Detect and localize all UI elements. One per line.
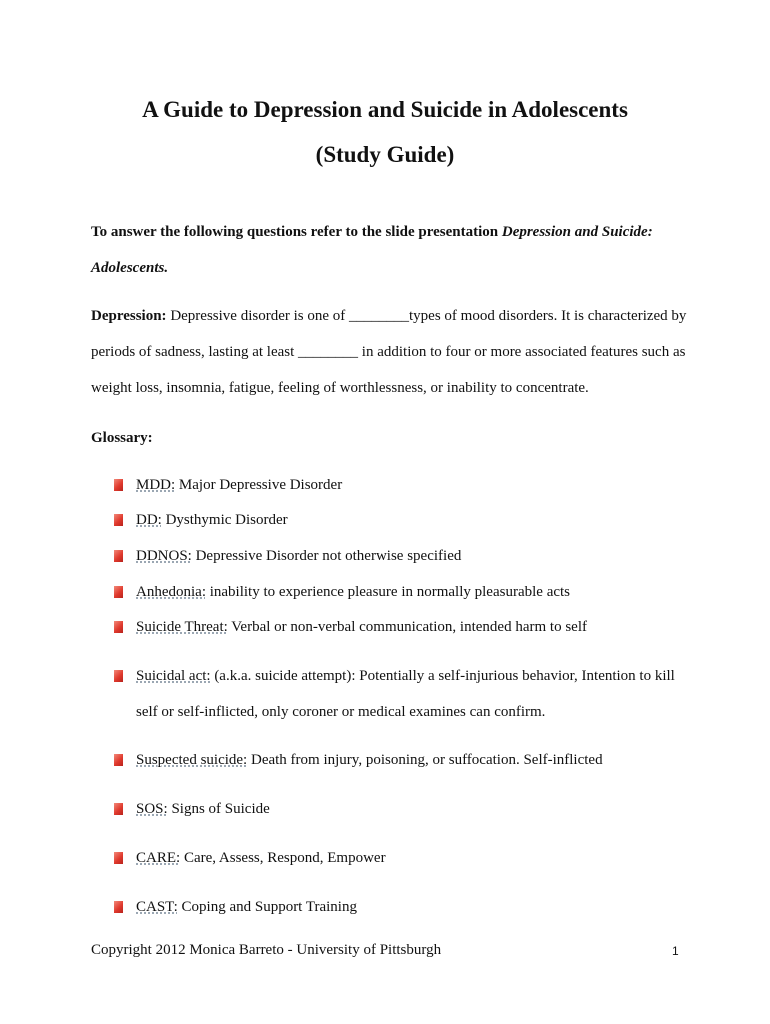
glossary-definition: Coping and Support Training	[177, 899, 357, 915]
glossary-term: Anhedonia:	[136, 584, 206, 600]
glossary-item-suicidal-act	[136, 658, 696, 730]
document-title: A Guide to Depression and Suicide in Adolescents	[142, 97, 628, 122]
page-number: 1	[672, 944, 679, 958]
glossary-item-dd	[136, 502, 696, 538]
glossary-term: Suspected suicide:	[136, 752, 248, 768]
depression-text: Depressive disorder is one of ________types of mood disorders. It is characterized by periods of sadness, lasting at least ________ in addition to four or more associated features such as weight loss, insomnia, fatigue, feeling of worthlessness, or inability to concentrate.	[91, 308, 687, 396]
glossary-definition: Signs of Suicide	[167, 801, 270, 817]
bullet-icon	[114, 852, 123, 864]
depression-label: Depression:	[91, 308, 167, 324]
glossary-term: DD:	[136, 512, 162, 528]
glossary-item-suicide-threat	[136, 609, 696, 645]
glossary-term: Suicide Threat:	[136, 619, 228, 635]
glossary-definition: (a.k.a. suicide attempt): Potentially a self-injurious behavior, Intention to kill self or self-inflicted, only coroner or medical examines can confirm.	[136, 668, 675, 720]
glossary-definition: Verbal or non-verbal communication, intended harm to self	[227, 619, 587, 635]
glossary-term: SOS:	[136, 801, 168, 817]
glossary-item-anhedonia	[136, 574, 696, 610]
glossary-item-mdd	[136, 467, 696, 503]
bullet-icon	[114, 803, 123, 815]
intro-lead: To answer the following questions refer to the slide presentation	[91, 224, 502, 240]
bullet-icon	[114, 901, 123, 913]
glossary-definition: Depressive Disorder not otherwise specified	[191, 548, 462, 564]
glossary-item-ddnos	[136, 538, 696, 574]
glossary-item-sos	[136, 791, 696, 827]
bullet-icon	[114, 514, 123, 526]
glossary-definition: Dysthymic Disorder	[161, 512, 288, 528]
glossary-term: CARE:	[136, 850, 181, 866]
glossary-term: Suicidal act:	[136, 668, 211, 684]
intro-end: .	[164, 260, 169, 276]
glossary-item-care	[136, 840, 696, 876]
bullet-icon	[114, 550, 123, 562]
glossary-term: DDNOS:	[136, 548, 192, 564]
document-subtitle: (Study Guide)	[315, 142, 455, 167]
glossary-definition: Death from injury, poisoning, or suffocation. Self-inflicted	[247, 752, 603, 768]
glossary-definition: Care, Assess, Respond, Empower	[180, 850, 386, 866]
glossary-heading: Glossary:	[91, 430, 153, 446]
depression-paragraph	[91, 298, 691, 406]
bullet-icon	[114, 621, 123, 633]
glossary-definition: Major Depressive Disorder	[175, 477, 343, 493]
intro-reference: Depression and Suicide: Adolescents	[91, 224, 653, 276]
bullet-icon	[114, 479, 123, 491]
glossary-item-cast	[136, 889, 696, 925]
intro-paragraph	[91, 214, 691, 286]
footer-copyright: Copyright 2012 Monica Barreto - University of Pittsburgh	[91, 942, 442, 958]
bullet-icon	[114, 670, 123, 682]
glossary-definition: inability to experience pleasure in normally pleasurable acts	[205, 584, 571, 600]
glossary-item-suspected-suicide	[136, 742, 696, 778]
bullet-icon	[114, 754, 123, 766]
bullet-icon	[114, 586, 123, 598]
glossary-term: MDD:	[136, 477, 176, 493]
glossary-term: CAST:	[136, 899, 178, 915]
